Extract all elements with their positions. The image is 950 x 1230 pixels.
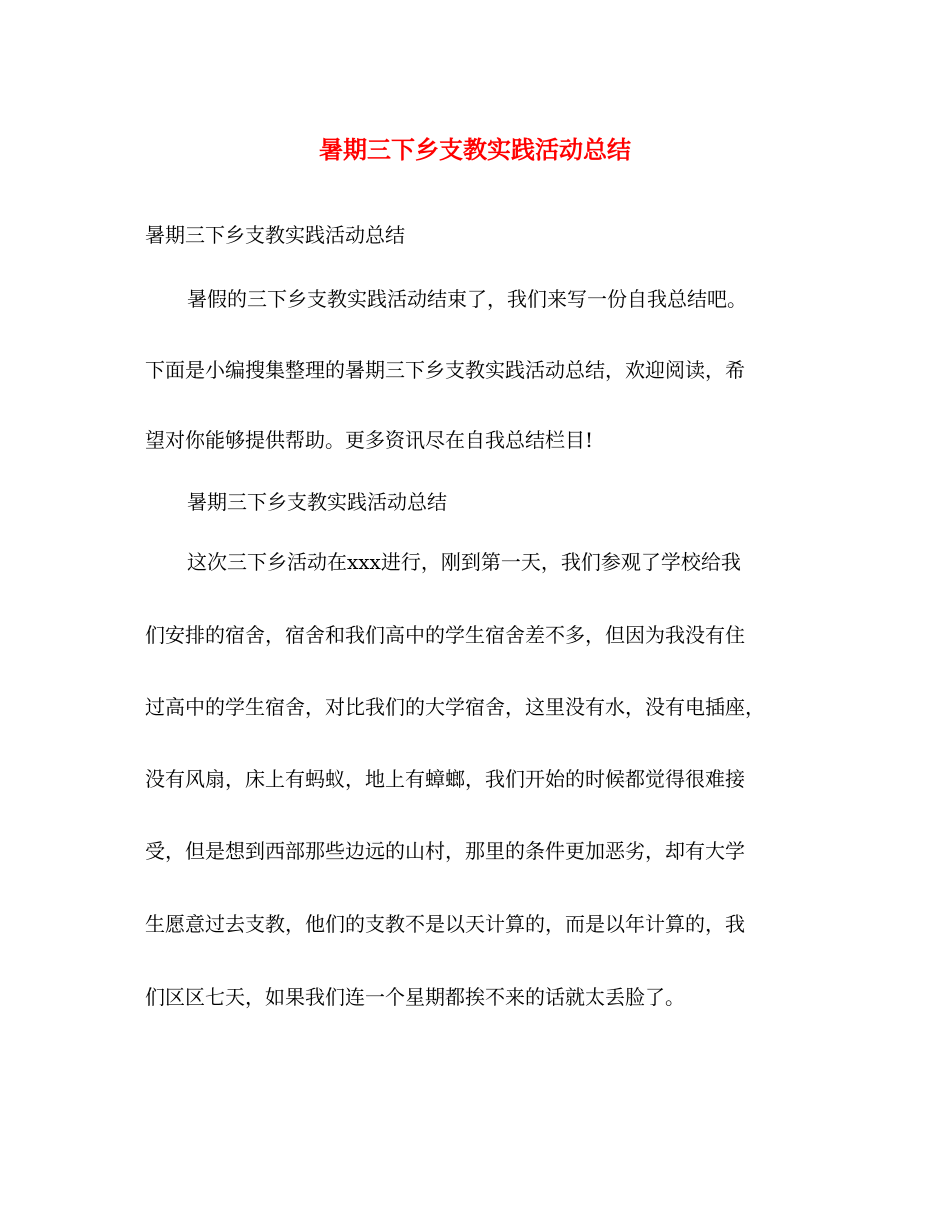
paragraph-line: 受，但是想到西部那些边远的山村，那里的条件更加恶劣，却有大学 [145, 839, 745, 863]
paragraph-line: 暑假的三下乡支教实践活动结束了，我们来写一份自我总结吧。 [187, 287, 747, 311]
paragraph-line: 们安排的宿舍，宿舍和我们高中的学生宿舍差不多，但因为我没有住 [145, 623, 745, 647]
document-title: 暑期三下乡支教实践活动总结 [319, 135, 631, 164]
paragraph-line: 过高中的学生宿舍，对比我们的大学宿舍，这里没有水，没有电插座， [145, 695, 765, 719]
paragraph-line: 这次三下乡活动在xxx进行，刚到第一天，我们参观了学校给我 [187, 550, 741, 574]
paragraph-line: 们区区七天，如果我们连一个星期都挨不来的话就太丢脸了。 [145, 985, 685, 1009]
paragraph-line: 望对你能够提供帮助。更多资讯尽在自我总结栏目! [145, 428, 594, 452]
document-subtitle: 暑期三下乡支教实践活动总结 [145, 223, 405, 247]
section-heading: 暑期三下乡支教实践活动总结 [187, 490, 447, 514]
paragraph-line: 下面是小编搜集整理的暑期三下乡支教实践活动总结，欢迎阅读，希 [145, 358, 745, 382]
paragraph-line: 生愿意过去支教，他们的支教不是以天计算的，而是以年计算的，我 [145, 912, 745, 936]
paragraph-line: 没有风扇，床上有蚂蚁，地上有蟑螂，我们开始的时候都觉得很难接 [145, 767, 745, 791]
